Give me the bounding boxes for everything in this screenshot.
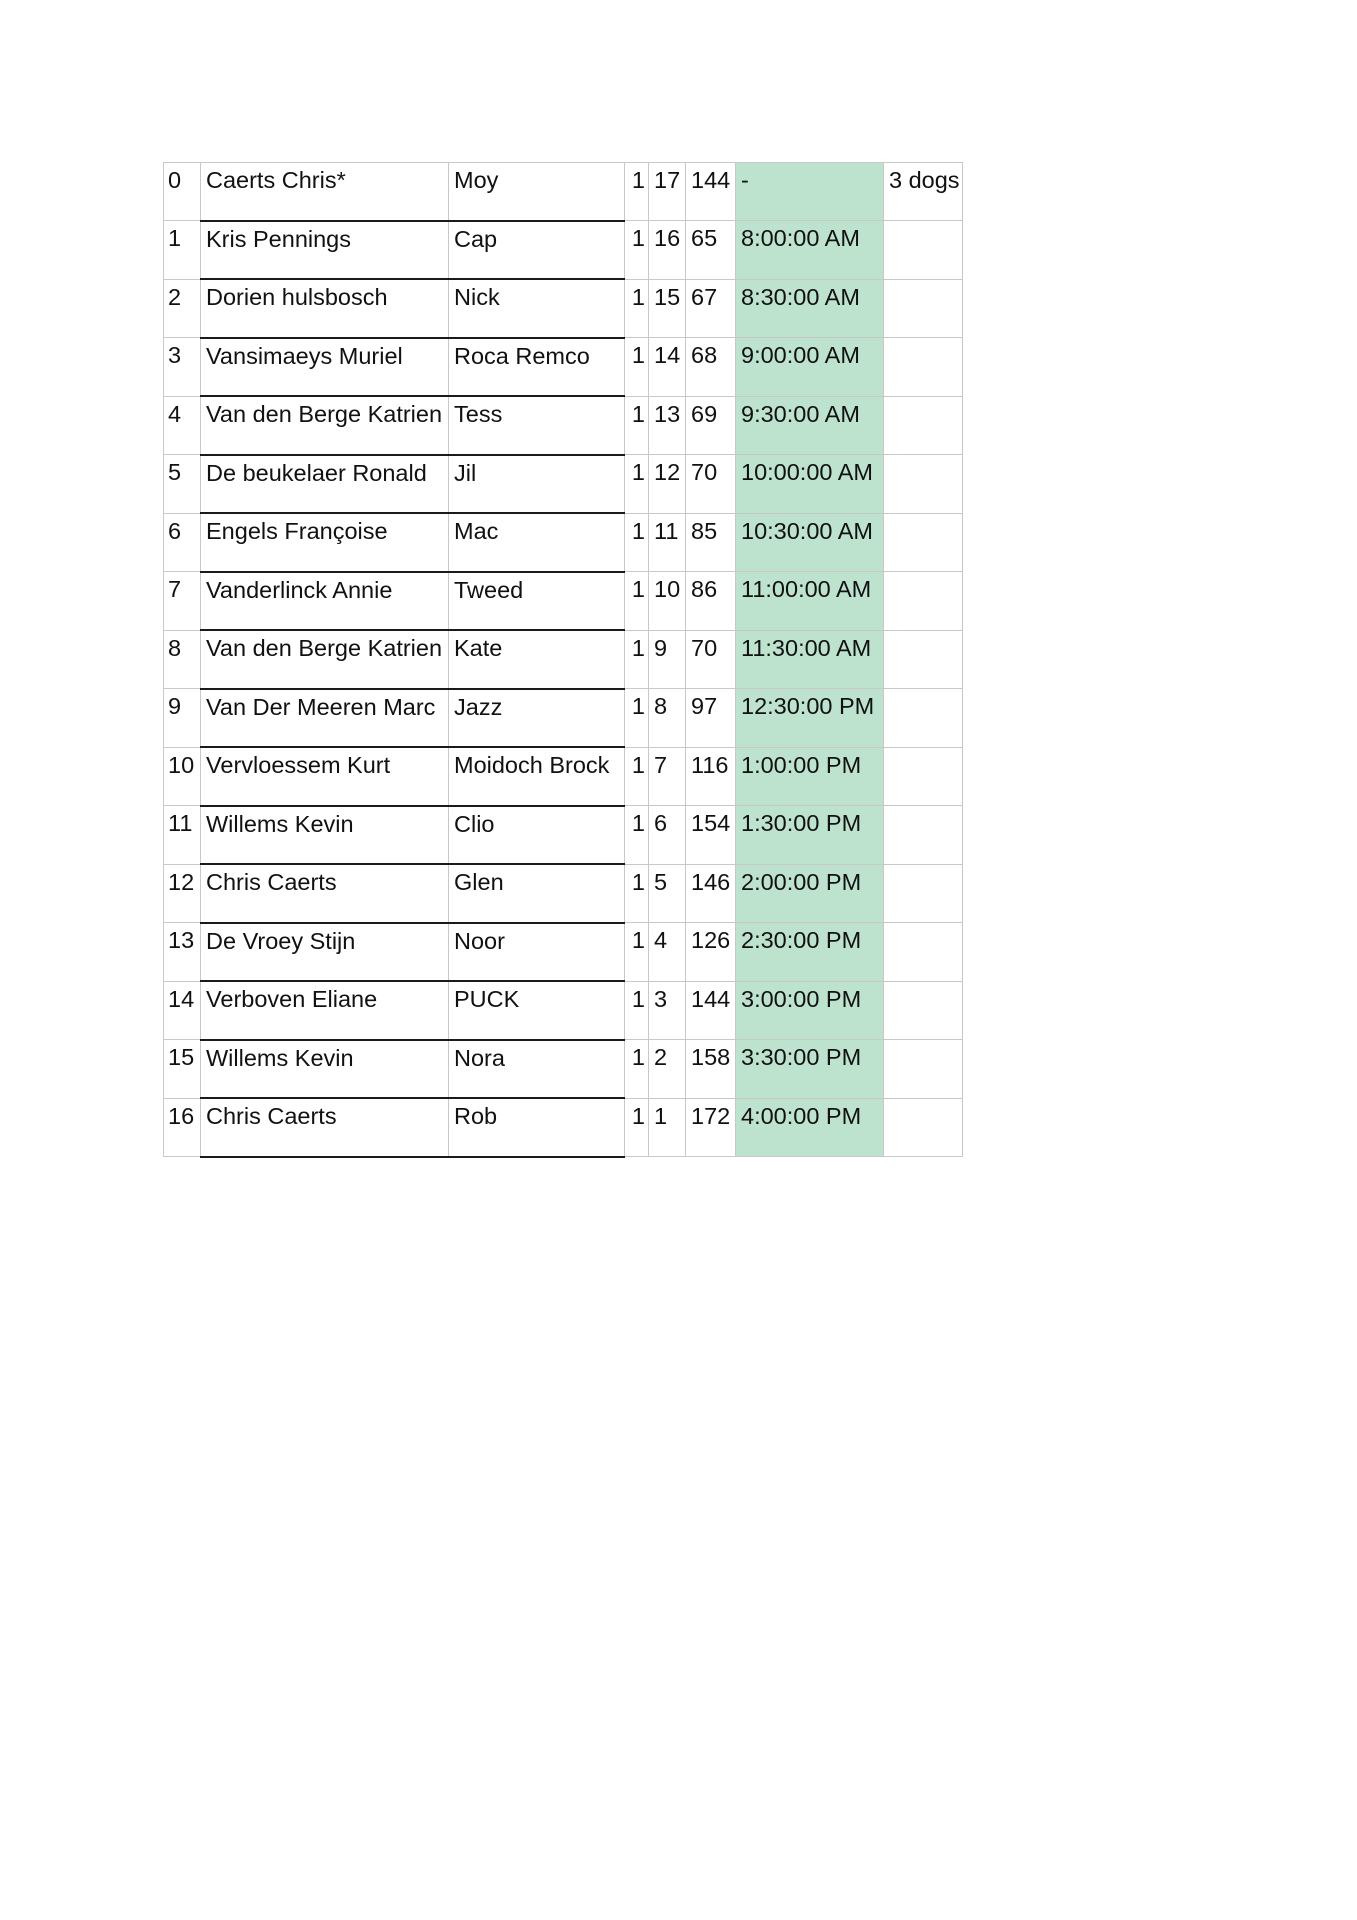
handler-name-cell: Vansimaeys Muriel <box>201 338 449 397</box>
handler-name-cell: Verboven Eliane <box>201 981 449 1040</box>
order-cell: 11 <box>649 513 686 572</box>
dog-name-cell: Jil <box>449 455 625 514</box>
start-time-cell: 4:00:00 PM <box>736 1098 884 1157</box>
note-cell <box>884 338 963 397</box>
dog-name-cell: Nora <box>449 1040 625 1099</box>
entry-number-cell: 85 <box>686 513 736 572</box>
handler-name-cell: Vanderlinck Annie <box>201 572 449 631</box>
table-row <box>164 923 963 982</box>
note-cell <box>884 747 963 806</box>
start-number-cell: 7 <box>164 572 201 631</box>
order-cell: 6 <box>649 806 686 865</box>
table-row <box>164 981 963 1040</box>
entry-number-cell: 67 <box>686 279 736 338</box>
dog-name-cell: Nick <box>449 279 625 338</box>
start-number-cell: 15 <box>164 1040 201 1099</box>
schedule-rows <box>164 163 963 1157</box>
order-cell: 17 <box>649 163 686 221</box>
dog-name-cell: Glen <box>449 864 625 923</box>
order-cell: 2 <box>649 1040 686 1099</box>
entry-number-cell: 116 <box>686 747 736 806</box>
start-number-cell: 16 <box>164 1098 201 1157</box>
entry-number-cell: 144 <box>686 163 736 221</box>
dog-name-cell: Moidoch Brock <box>449 747 625 806</box>
start-number-cell: 2 <box>164 279 201 338</box>
table-row <box>164 806 963 865</box>
start-number-cell: 0 <box>164 163 201 221</box>
start-time-cell: 9:00:00 AM <box>736 338 884 397</box>
entry-number-cell: 70 <box>686 630 736 689</box>
class-cell: 1 <box>625 689 649 748</box>
start-time-cell: 11:00:00 AM <box>736 572 884 631</box>
handler-name-cell: Chris Caerts <box>201 864 449 923</box>
dog-name-cell: Tweed <box>449 572 625 631</box>
handler-name-cell: Willems Kevin <box>201 806 449 865</box>
start-time-cell: 3:30:00 PM <box>736 1040 884 1099</box>
start-number-cell: 1 <box>164 221 201 280</box>
class-cell: 1 <box>625 163 649 221</box>
start-time-cell: 1:30:00 PM <box>736 806 884 865</box>
dog-name-cell: Cap <box>449 221 625 280</box>
start-time-cell: 2:00:00 PM <box>736 864 884 923</box>
dog-name-cell: Clio <box>449 806 625 865</box>
start-number-cell: 8 <box>164 630 201 689</box>
dog-name-cell: Mac <box>449 513 625 572</box>
class-cell: 1 <box>625 338 649 397</box>
table-row <box>164 1098 963 1157</box>
handler-name-cell: Willems Kevin <box>201 1040 449 1099</box>
entry-number-cell: 158 <box>686 1040 736 1099</box>
table-row <box>164 396 963 455</box>
start-time-cell: 9:30:00 AM <box>736 396 884 455</box>
start-time-cell: - <box>736 163 884 221</box>
table-row <box>164 1040 963 1099</box>
entry-number-cell: 97 <box>686 689 736 748</box>
note-cell <box>884 455 963 514</box>
note-cell <box>884 923 963 982</box>
dog-name-cell: Rob <box>449 1098 625 1157</box>
order-cell: 12 <box>649 455 686 514</box>
entry-number-cell: 86 <box>686 572 736 631</box>
start-time-cell: 8:00:00 AM <box>736 221 884 280</box>
table-row <box>164 221 963 280</box>
table-row <box>164 455 963 514</box>
class-cell: 1 <box>625 455 649 514</box>
dog-name-cell: Moy <box>449 163 625 221</box>
start-number-cell: 3 <box>164 338 201 397</box>
note-cell <box>884 1098 963 1157</box>
entry-number-cell: 70 <box>686 455 736 514</box>
class-cell: 1 <box>625 630 649 689</box>
class-cell: 1 <box>625 396 649 455</box>
note-cell <box>884 396 963 455</box>
class-cell: 1 <box>625 279 649 338</box>
note-cell <box>884 981 963 1040</box>
entry-number-cell: 126 <box>686 923 736 982</box>
handler-name-cell: Chris Caerts <box>201 1098 449 1157</box>
handler-name-cell: Engels Françoise <box>201 513 449 572</box>
dog-name-cell: Roca Remco <box>449 338 625 397</box>
handler-name-cell: Vervloessem Kurt <box>201 747 449 806</box>
start-number-cell: 10 <box>164 747 201 806</box>
order-cell: 8 <box>649 689 686 748</box>
start-time-cell: 12:30:00 PM <box>736 689 884 748</box>
start-number-cell: 6 <box>164 513 201 572</box>
start-time-cell: 8:30:00 AM <box>736 279 884 338</box>
handler-name-cell: De Vroey Stijn <box>201 923 449 982</box>
handler-name-cell: Kris Pennings <box>201 221 449 280</box>
class-cell: 1 <box>625 221 649 280</box>
table-row <box>164 747 963 806</box>
note-cell <box>884 279 963 338</box>
class-cell: 1 <box>625 806 649 865</box>
handler-name-cell: Van den Berge Katrien <box>201 630 449 689</box>
entry-number-cell: 68 <box>686 338 736 397</box>
start-time-cell: 11:30:00 AM <box>736 630 884 689</box>
start-time-cell: 2:30:00 PM <box>736 923 884 982</box>
table-row <box>164 513 963 572</box>
start-time-cell: 10:00:00 AM <box>736 455 884 514</box>
order-cell: 7 <box>649 747 686 806</box>
start-number-cell: 13 <box>164 923 201 982</box>
table-row <box>164 864 963 923</box>
start-number-cell: 14 <box>164 981 201 1040</box>
schedule-table <box>163 162 963 1158</box>
note-cell <box>884 689 963 748</box>
dog-name-cell: Noor <box>449 923 625 982</box>
handler-name-cell: Dorien hulsbosch <box>201 279 449 338</box>
order-cell: 9 <box>649 630 686 689</box>
entry-number-cell: 154 <box>686 806 736 865</box>
entry-number-cell: 172 <box>686 1098 736 1157</box>
class-cell: 1 <box>625 572 649 631</box>
dog-name-cell: PUCK <box>449 981 625 1040</box>
start-time-cell: 10:30:00 AM <box>736 513 884 572</box>
class-cell: 1 <box>625 864 649 923</box>
class-cell: 1 <box>625 1040 649 1099</box>
order-cell: 14 <box>649 338 686 397</box>
order-cell: 10 <box>649 572 686 631</box>
note-cell: 3 dogs <box>884 163 963 221</box>
schedule-sheet <box>163 162 962 1158</box>
start-number-cell: 12 <box>164 864 201 923</box>
note-cell <box>884 221 963 280</box>
table-row <box>164 630 963 689</box>
class-cell: 1 <box>625 747 649 806</box>
handler-name-cell: Van den Berge Katrien <box>201 396 449 455</box>
start-number-cell: 9 <box>164 689 201 748</box>
handler-name-cell: De beukelaer Ronald <box>201 455 449 514</box>
start-number-cell: 5 <box>164 455 201 514</box>
class-cell: 1 <box>625 513 649 572</box>
table-row <box>164 279 963 338</box>
handler-name-cell: Caerts Chris* <box>201 163 449 221</box>
table-row <box>164 572 963 631</box>
note-cell <box>884 513 963 572</box>
entry-number-cell: 144 <box>686 981 736 1040</box>
dog-name-cell: Jazz <box>449 689 625 748</box>
dog-name-cell: Tess <box>449 396 625 455</box>
class-cell: 1 <box>625 981 649 1040</box>
handler-name-cell: Van Der Meeren Marc <box>201 689 449 748</box>
order-cell: 5 <box>649 864 686 923</box>
entry-number-cell: 65 <box>686 221 736 280</box>
order-cell: 13 <box>649 396 686 455</box>
note-cell <box>884 864 963 923</box>
start-number-cell: 4 <box>164 396 201 455</box>
table-row <box>164 163 963 221</box>
order-cell: 16 <box>649 221 686 280</box>
note-cell <box>884 806 963 865</box>
note-cell <box>884 630 963 689</box>
order-cell: 15 <box>649 279 686 338</box>
table-row <box>164 338 963 397</box>
table-row <box>164 689 963 748</box>
class-cell: 1 <box>625 1098 649 1157</box>
entry-number-cell: 69 <box>686 396 736 455</box>
start-number-cell: 11 <box>164 806 201 865</box>
order-cell: 3 <box>649 981 686 1040</box>
order-cell: 4 <box>649 923 686 982</box>
dog-name-cell: Kate <box>449 630 625 689</box>
order-cell: 1 <box>649 1098 686 1157</box>
start-time-cell: 1:00:00 PM <box>736 747 884 806</box>
class-cell: 1 <box>625 923 649 982</box>
note-cell <box>884 572 963 631</box>
start-time-cell: 3:00:00 PM <box>736 981 884 1040</box>
note-cell <box>884 1040 963 1099</box>
entry-number-cell: 146 <box>686 864 736 923</box>
